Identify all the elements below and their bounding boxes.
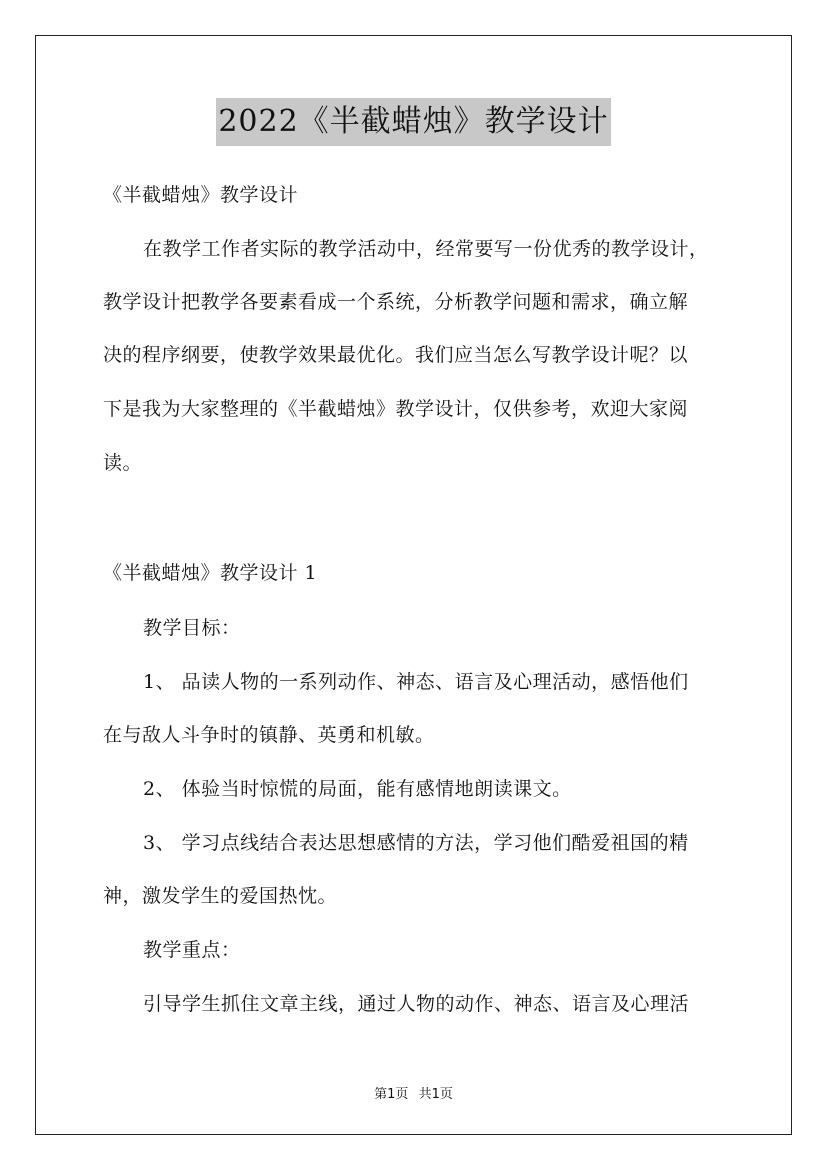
intro-line-4: 下是我为大家整理的《半截蜡烛》教学设计，仅供参考，欢迎大家阅: [103, 398, 689, 420]
focus-text: 引导学生抓住文章主线，通过人物的动作、神态、语言及心理活: [143, 993, 690, 1015]
objective-line-5: 神，激发学生的爱国热忱。: [103, 885, 338, 907]
objective-line-2: 在与敌人斗争时的镇静、英勇和机敏。: [103, 724, 435, 746]
title-container: [0, 98, 827, 146]
document-subtitle: 《半截蜡烛》教学设计: [103, 184, 299, 206]
objective-line-3: 2、 体验当时惊慌的局面，能有感情地朗读课文。: [143, 778, 572, 800]
intro-line-3: 决的程序纲要，使教学效果最优化。我们应当怎么写教学设计呢？以: [103, 344, 689, 366]
objective-line-1: 1、 品读人物的一系列动作、神态、语言及心理活动，感悟他们: [143, 671, 689, 693]
page-number-total: 共1页: [418, 1087, 453, 1102]
section-heading: 《半截蜡烛》教学设计 1: [103, 562, 318, 584]
page-number-current: 第1页: [374, 1087, 409, 1102]
objective-line-4: 3、 学习点线结合表达思想感情的方法，学习他们酷爱祖国的精: [143, 832, 689, 854]
intro-line-1: 在教学工作者实际的教学活动中，经常要写一份优秀的教学设计，: [143, 238, 709, 260]
focus-label: 教学重点：: [143, 939, 241, 961]
page-footer: [0, 1083, 827, 1102]
document-title: 2022《半截蜡烛》教学设计: [216, 98, 610, 146]
intro-line-2: 教学设计把教学各要素看成一个系统，分析教学问题和需求，确立解: [103, 291, 689, 313]
objectives-label: 教学目标：: [143, 617, 241, 639]
intro-line-5: 读。: [103, 452, 143, 474]
